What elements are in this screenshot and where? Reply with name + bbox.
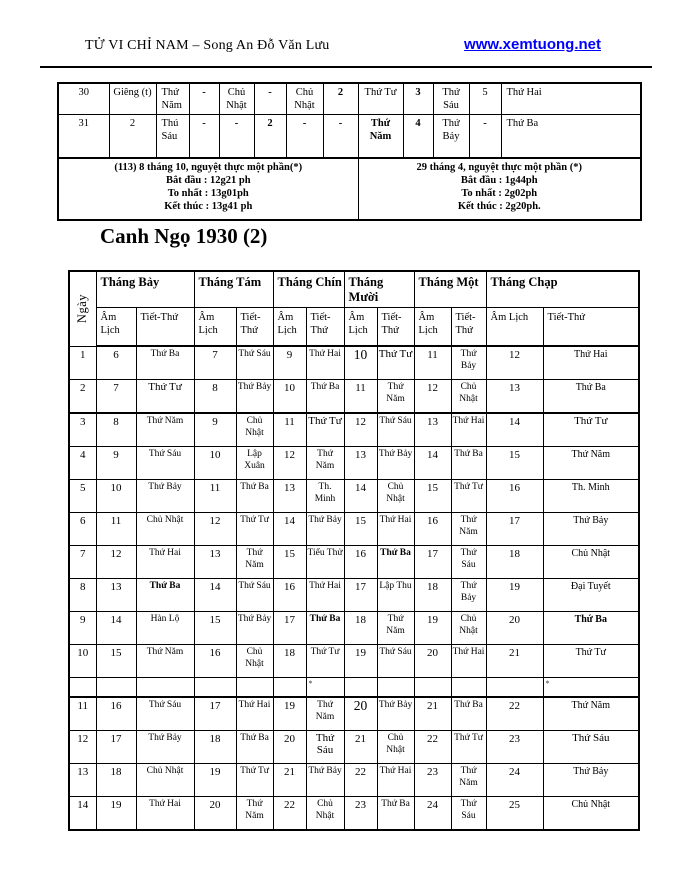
subheader-am-6: Âm Lịch [486, 308, 543, 347]
main-cell-r7c8: 16 [344, 546, 377, 579]
main-cell-r3c10: 13 [414, 413, 451, 447]
calendar-row [69, 513, 639, 546]
main-calendar-table [68, 270, 640, 831]
top-cell-r1c12: 5 [469, 83, 501, 115]
main-cell-r4c2: 9 [96, 447, 136, 480]
top-calendar-table [57, 82, 642, 221]
top-table-row [58, 83, 641, 115]
main-cell-r5c6: 13 [273, 480, 306, 513]
main-cell-r8c1: 8 [69, 579, 96, 612]
main-cell-r1c2: 6 [96, 346, 136, 380]
main-cell-r8c4: 14 [194, 579, 236, 612]
main-cell-r9c10: 19 [414, 612, 451, 645]
main-cell-r5c7: Th. Minh [306, 480, 344, 513]
main-cell-r5c13: Th. Minh [543, 480, 639, 513]
month-header-3: Tháng Chín [273, 271, 344, 308]
main-cell-r12c10: 21 [414, 697, 451, 731]
main-cell-r9c4: 15 [194, 612, 236, 645]
main-cell-r11c4 [194, 678, 236, 698]
main-cell-r13c6: 20 [273, 731, 306, 764]
main-cell-r14c12: 24 [486, 764, 543, 797]
main-cell-r1c13: Thứ Hai [543, 346, 639, 380]
main-cell-r7c5: Thứ Năm [236, 546, 273, 579]
main-cell-r1c8: 10 [344, 346, 377, 380]
eclipse-info-left [58, 158, 358, 220]
main-cell-r15c11: Thứ Sáu [451, 797, 486, 831]
main-cell-r11c8 [344, 678, 377, 698]
main-cell-r5c11: Thứ Tư [451, 480, 486, 513]
website-link[interactable]: www.xemtuong.net [464, 36, 601, 53]
main-cell-r11c5 [236, 678, 273, 698]
main-cell-r9c5: Thứ Bảy [236, 612, 273, 645]
subheader-am-2: Âm Lịch [194, 308, 236, 347]
main-cell-r8c13: Đại Tuyết [543, 579, 639, 612]
month-header-6: Tháng Chạp [486, 271, 639, 308]
main-cell-r6c1: 6 [69, 513, 96, 546]
header-divider [40, 66, 652, 68]
page-header [85, 36, 601, 54]
main-cell-r15c13: Chủ Nhật [543, 797, 639, 831]
top-cell-r2c6: 2 [254, 115, 286, 159]
main-cell-r3c9: Thứ Sáu [377, 413, 414, 447]
main-cell-r1c4: 7 [194, 346, 236, 380]
main-cell-r6c5: Thứ Tư [236, 513, 273, 546]
main-cell-r7c3: Thứ Hai [136, 546, 194, 579]
main-cell-r15c10: 24 [414, 797, 451, 831]
eclipse-line: 29 tháng 4, nguyệt thực một phần (*) [416, 162, 583, 173]
main-cell-r14c11: Thứ Năm [451, 764, 486, 797]
main-cell-r8c8: 17 [344, 579, 377, 612]
main-cell-r1c6: 9 [273, 346, 306, 380]
main-cell-r3c11: Thứ Hai [451, 413, 486, 447]
main-cell-r9c1: 9 [69, 612, 96, 645]
top-cell-r1c3: Thứ Năm [156, 83, 189, 115]
main-cell-r12c13: Thứ Năm [543, 697, 639, 731]
main-cell-r6c13: Thứ Bảy [543, 513, 639, 546]
month-header-2: Tháng Tám [194, 271, 273, 308]
main-cell-r9c11: Chủ Nhật [451, 612, 486, 645]
top-cell-r1c10: 3 [403, 83, 433, 115]
calendar-row [69, 645, 639, 678]
main-cell-r2c9: Thứ Năm [377, 380, 414, 414]
main-cell-r3c8: 12 [344, 413, 377, 447]
main-cell-r7c13: Chủ Nhật [543, 546, 639, 579]
main-cell-r2c1: 2 [69, 380, 96, 414]
eclipse-line: Kết thúc : 2g20ph. [457, 201, 541, 212]
main-cell-r4c12: 15 [486, 447, 543, 480]
main-cell-r6c6: 14 [273, 513, 306, 546]
main-cell-r12c1: 11 [69, 697, 96, 731]
main-cell-r4c3: Thứ Sáu [136, 447, 194, 480]
main-cell-r12c7: Thứ Năm [306, 697, 344, 731]
main-cell-r13c11: Thứ Tư [451, 731, 486, 764]
main-cell-r12c4: 17 [194, 697, 236, 731]
main-cell-r8c12: 19 [486, 579, 543, 612]
main-cell-r7c9: Thứ Ba [377, 546, 414, 579]
main-cell-r10c12: 21 [486, 645, 543, 678]
top-cell-r2c2: 2 [109, 115, 156, 159]
main-cell-r5c3: Thứ Bảy [136, 480, 194, 513]
main-cell-r14c8: 22 [344, 764, 377, 797]
main-cell-r13c2: 17 [96, 731, 136, 764]
year-title: Canh Ngọ 1930 (2) [100, 224, 268, 248]
main-cell-r6c2: 11 [96, 513, 136, 546]
main-cell-r4c7: Thứ Năm [306, 447, 344, 480]
subheader-tiet-4: Tiết-Thứ [377, 308, 414, 347]
main-cell-r2c4: 8 [194, 380, 236, 414]
calendar-row [69, 413, 639, 447]
main-cell-r12c9: Thứ Bảy [377, 697, 414, 731]
day-column-label: Ngày [75, 294, 90, 324]
main-cell-r5c9: Chủ Nhật [377, 480, 414, 513]
month-header-5: Tháng Một [414, 271, 486, 308]
main-cell-r6c8: 15 [344, 513, 377, 546]
main-cell-r13c4: 18 [194, 731, 236, 764]
main-cell-r3c5: Chủ Nhật [236, 413, 273, 447]
top-cell-r1c6: - [254, 83, 286, 115]
main-cell-r12c2: 16 [96, 697, 136, 731]
top-cell-r1c13: Thứ Hai [501, 83, 641, 115]
main-cell-r8c9: Lập Thu [377, 579, 414, 612]
main-cell-r14c10: 23 [414, 764, 451, 797]
main-cell-r10c8: 19 [344, 645, 377, 678]
main-cell-r4c9: Thứ Bảy [377, 447, 414, 480]
calendar-row [69, 731, 639, 764]
main-cell-r7c6: 15 [273, 546, 306, 579]
main-cell-r3c2: 8 [96, 413, 136, 447]
main-cell-r10c10: 20 [414, 645, 451, 678]
main-cell-r11c1 [69, 678, 96, 698]
main-cell-r1c1: 1 [69, 346, 96, 380]
top-cell-r1c1: 30 [58, 83, 109, 115]
calendar-row [69, 480, 639, 513]
eclipse-line: To nhất : 13g01ph [167, 188, 249, 199]
main-cell-r1c7: Thứ Hai [306, 346, 344, 380]
calendar-row [69, 612, 639, 645]
main-cell-r10c6: 18 [273, 645, 306, 678]
main-cell-r15c2: 19 [96, 797, 136, 831]
top-cell-r2c1: 31 [58, 115, 109, 159]
subheader-am-3: Âm Lịch [273, 308, 306, 347]
main-cell-r14c3: Chủ Nhật [136, 764, 194, 797]
main-cell-r14c5: Thứ Tư [236, 764, 273, 797]
main-cell-r15c4: 20 [194, 797, 236, 831]
main-cell-r2c7: Thứ Ba [306, 380, 344, 414]
main-cell-r5c10: 15 [414, 480, 451, 513]
eclipse-line: (113) 8 tháng 10, nguyệt thực một phần(*) [114, 162, 303, 173]
main-cell-r5c1: 5 [69, 480, 96, 513]
subheader-tiet-6: Tiết-Thứ [543, 308, 639, 347]
calendar-row [69, 797, 639, 831]
month-header-1: Tháng Bảy [96, 271, 194, 308]
main-cell-r11c13: * [543, 678, 639, 698]
main-cell-r6c10: 16 [414, 513, 451, 546]
main-cell-r4c5: Lập Xuân [236, 447, 273, 480]
main-cell-r12c11: Thứ Ba [451, 697, 486, 731]
main-cell-r10c11: Thứ Hai [451, 645, 486, 678]
calendar-row [69, 447, 639, 480]
main-cell-r7c4: 13 [194, 546, 236, 579]
main-cell-r13c13: Thứ Sáu [543, 731, 639, 764]
main-cell-r4c1: 4 [69, 447, 96, 480]
main-cell-r12c6: 19 [273, 697, 306, 731]
subheader-tiet-5: Tiết-Thứ [451, 308, 486, 347]
main-cell-r9c9: Thứ Năm [377, 612, 414, 645]
main-cell-r8c5: Thứ Sáu [236, 579, 273, 612]
main-cell-r2c3: Thứ Tư [136, 380, 194, 414]
main-cell-r9c7: Thứ Ba [306, 612, 344, 645]
main-cell-r3c1: 3 [69, 413, 96, 447]
main-cell-r6c7: Thứ Bảy [306, 513, 344, 546]
main-cell-r11c12 [486, 678, 543, 698]
main-cell-r13c3: Thứ Bảy [136, 731, 194, 764]
main-cell-r6c3: Chủ Nhật [136, 513, 194, 546]
main-cell-r13c7: Thứ Sáu [306, 731, 344, 764]
main-cell-r4c10: 14 [414, 447, 451, 480]
main-cell-r15c9: Thứ Ba [377, 797, 414, 831]
main-cell-r10c1: 10 [69, 645, 96, 678]
main-cell-r15c1: 14 [69, 797, 96, 831]
top-cell-r2c4: - [189, 115, 219, 159]
month-header-row [69, 271, 639, 308]
main-cell-r3c4: 9 [194, 413, 236, 447]
main-cell-r7c12: 18 [486, 546, 543, 579]
main-cell-r14c9: Thứ Hai [377, 764, 414, 797]
main-cell-r2c11: Chủ Nhật [451, 380, 486, 414]
main-cell-r1c3: Thứ Ba [136, 346, 194, 380]
main-cell-r10c4: 16 [194, 645, 236, 678]
main-cell-r7c10: 17 [414, 546, 451, 579]
main-cell-r3c7: Thứ Tư [306, 413, 344, 447]
calendar-row [69, 346, 639, 380]
top-cell-r2c5: - [219, 115, 254, 159]
main-cell-r13c1: 12 [69, 731, 96, 764]
document-header-title: TỬ VI CHỈ NAM – Song An Đỗ Văn Lưu [85, 38, 330, 53]
main-cell-r15c5: Thứ Năm [236, 797, 273, 831]
main-cell-r13c12: 23 [486, 731, 543, 764]
main-cell-r3c13: Thứ Tư [543, 413, 639, 447]
main-cell-r13c9: Chủ Nhật [377, 731, 414, 764]
main-cell-r15c3: Thứ Hai [136, 797, 194, 831]
main-cell-r2c13: Thứ Ba [543, 380, 639, 414]
main-cell-r11c10 [414, 678, 451, 698]
main-cell-r6c11: Thứ Năm [451, 513, 486, 546]
subheader-tiet-2: Tiết-Thứ [236, 308, 273, 347]
main-cell-r3c6: 11 [273, 413, 306, 447]
main-cell-r4c11: Thứ Ba [451, 447, 486, 480]
eclipse-line: Bắt đầu : 12g21 ph [165, 175, 251, 186]
main-cell-r2c10: 12 [414, 380, 451, 414]
main-cell-r14c7: Thứ Bảy [306, 764, 344, 797]
top-cell-r2c7: - [286, 115, 323, 159]
main-cell-r13c5: Thứ Ba [236, 731, 273, 764]
subheader-tiet-3: Tiết-Thứ [306, 308, 344, 347]
main-cell-r7c2: 12 [96, 546, 136, 579]
main-cell-r5c2: 10 [96, 480, 136, 513]
main-cell-r5c12: 16 [486, 480, 543, 513]
main-cell-r10c3: Thứ Năm [136, 645, 194, 678]
main-cell-r8c2: 13 [96, 579, 136, 612]
main-cell-r10c2: 15 [96, 645, 136, 678]
main-cell-r14c4: 19 [194, 764, 236, 797]
main-cell-r12c3: Thứ Sáu [136, 697, 194, 731]
calendar-row [69, 380, 639, 414]
main-cell-r2c5: Thứ Bảy [236, 380, 273, 414]
month-header-4: Tháng Mười [344, 271, 414, 308]
main-cell-r8c3: Thứ Ba [136, 579, 194, 612]
main-cell-r10c7: Thứ Tư [306, 645, 344, 678]
main-cell-r15c6: 22 [273, 797, 306, 831]
main-cell-r8c11: Thứ Bảy [451, 579, 486, 612]
calendar-row [69, 697, 639, 731]
main-cell-r14c2: 18 [96, 764, 136, 797]
top-cell-r2c13: Thứ Ba [501, 115, 641, 159]
top-table-row [58, 115, 641, 159]
main-cell-r8c6: 16 [273, 579, 306, 612]
main-cell-r2c12: 13 [486, 380, 543, 414]
main-cell-r13c10: 22 [414, 731, 451, 764]
main-cell-r6c12: 17 [486, 513, 543, 546]
main-cell-r6c4: 12 [194, 513, 236, 546]
main-cell-r13c8: 21 [344, 731, 377, 764]
main-cell-r6c9: Thứ Hai [377, 513, 414, 546]
subheader-row [69, 308, 639, 347]
main-cell-r1c10: 11 [414, 346, 451, 380]
main-cell-r3c3: Thứ Năm [136, 413, 194, 447]
main-cell-r2c8: 11 [344, 380, 377, 414]
top-cell-r2c10: 4 [403, 115, 433, 159]
top-cell-r1c5: Chủ Nhật [219, 83, 254, 115]
main-cell-r9c13: Thứ Ba [543, 612, 639, 645]
main-cell-r10c9: Thứ Sáu [377, 645, 414, 678]
main-cell-r9c2: 14 [96, 612, 136, 645]
main-cell-r4c6: 12 [273, 447, 306, 480]
eclipse-info-right [358, 158, 641, 220]
calendar-row [69, 546, 639, 579]
eclipse-line: Kết thúc : 13g41 ph [164, 201, 253, 212]
main-cell-r15c12: 25 [486, 797, 543, 831]
top-cell-r1c8: 2 [323, 83, 358, 115]
top-cell-r1c2: Giêng (t) [109, 83, 156, 115]
main-cell-r15c7: Chủ Nhật [306, 797, 344, 831]
calendar-row [69, 764, 639, 797]
main-cell-r4c13: Thứ Năm [543, 447, 639, 480]
subheader-am-4: Âm Lịch [344, 308, 377, 347]
main-cell-r10c13: Thứ Tư [543, 645, 639, 678]
main-cell-r15c8: 23 [344, 797, 377, 831]
main-cell-r10c5: Chủ Nhật [236, 645, 273, 678]
subheader-am-1: Âm Lịch [96, 308, 136, 347]
main-cell-r9c8: 18 [344, 612, 377, 645]
main-cell-r1c11: Thứ Bảy [451, 346, 486, 380]
subheader-am-5: Âm Lịch [414, 308, 451, 347]
main-cell-r11c2 [96, 678, 136, 698]
calendar-row [69, 579, 639, 612]
main-cell-r1c9: Thứ Tư [377, 346, 414, 380]
main-cell-r2c2: 7 [96, 380, 136, 414]
main-cell-r5c8: 14 [344, 480, 377, 513]
top-cell-r2c11: Thứ Bảy [433, 115, 469, 159]
main-cell-r9c3: Hàn Lộ [136, 612, 194, 645]
top-cell-r1c4: - [189, 83, 219, 115]
top-cell-r2c9: Thứ Năm [358, 115, 403, 159]
eclipse-row [58, 158, 641, 220]
eclipse-line: To nhất : 2g02ph [461, 188, 538, 199]
main-cell-r7c1: 7 [69, 546, 96, 579]
main-cell-r4c4: 10 [194, 447, 236, 480]
top-cell-r2c3: Thú Sáu [156, 115, 189, 159]
main-cell-r12c8: 20 [344, 697, 377, 731]
main-cell-r5c4: 11 [194, 480, 236, 513]
main-cell-r11c7: * [306, 678, 344, 698]
main-cell-r14c13: Thứ Bảy [543, 764, 639, 797]
separator-row [69, 678, 639, 698]
main-cell-r5c5: Thứ Ba [236, 480, 273, 513]
top-cell-r1c9: Thứ Tư [358, 83, 403, 115]
main-cell-r7c11: Thứ Sáu [451, 546, 486, 579]
eclipse-line: Bắt đầu : 1g44ph [460, 175, 538, 186]
main-cell-r2c6: 10 [273, 380, 306, 414]
main-cell-r11c11 [451, 678, 486, 698]
top-cell-r2c12: - [469, 115, 501, 159]
main-cell-r14c1: 13 [69, 764, 96, 797]
top-cell-r1c7: Chủ Nhật [286, 83, 323, 115]
main-cell-r11c6 [273, 678, 306, 698]
top-cell-r2c8: - [323, 115, 358, 159]
main-cell-r12c12: 22 [486, 697, 543, 731]
day-column-header [69, 271, 96, 346]
main-cell-r7c7: Tiểu Thử [306, 546, 344, 579]
main-cell-r11c9 [377, 678, 414, 698]
main-cell-r9c12: 20 [486, 612, 543, 645]
top-cell-r1c11: Thứ Sáu [433, 83, 469, 115]
main-cell-r8c7: Thứ Hai [306, 579, 344, 612]
main-cell-r9c6: 17 [273, 612, 306, 645]
main-cell-r11c3 [136, 678, 194, 698]
subheader-tiet-1: Tiết-Thứ [136, 308, 194, 347]
main-cell-r3c12: 14 [486, 413, 543, 447]
main-cell-r12c5: Thứ Hai [236, 697, 273, 731]
main-cell-r8c10: 18 [414, 579, 451, 612]
main-cell-r14c6: 21 [273, 764, 306, 797]
main-cell-r1c12: 12 [486, 346, 543, 380]
main-cell-r1c5: Thứ Sáu [236, 346, 273, 380]
main-cell-r4c8: 13 [344, 447, 377, 480]
